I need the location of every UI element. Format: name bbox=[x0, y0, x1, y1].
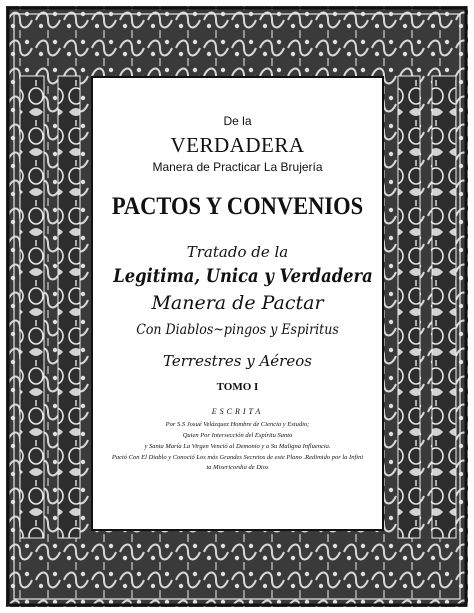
credit-line-5: ta Misericordia de Dios bbox=[206, 464, 269, 471]
credit-line-2: Quien Por Intersección del Espíritu Santo bbox=[182, 432, 293, 439]
main-title: PACTOS Y CONVENIOS bbox=[111, 193, 364, 220]
credit-line-3: y Santa María La Virgen Venció al Demonio y a Su Maligna Influencia. bbox=[144, 443, 331, 450]
subtitle: Manera de Practicar La Brujería bbox=[152, 160, 323, 174]
credit-line-1: Por S.S Josué Velázquez Hombre de Ciencia y Estudio; bbox=[165, 421, 310, 428]
escrita-label: ESCRITA bbox=[211, 407, 264, 416]
credit-line-4: Pactó Con El Diablo y Conoció Los más Grandes Secretos de este Plano .Redimido por la Infini bbox=[111, 454, 364, 461]
tratado-line: Tratado de la bbox=[186, 243, 289, 261]
con-diablos-line: Con Diablos~pingos y Espiritus bbox=[136, 322, 339, 338]
heading-de-la: De la bbox=[223, 114, 252, 128]
terrestres-line: Terrestres y Aéreos bbox=[163, 352, 312, 370]
manera-pactar-line: Manera de Pactar bbox=[151, 292, 324, 314]
title-page-panel bbox=[93, 78, 382, 529]
legitima-line: Legitima, Unica y Verdadera bbox=[113, 265, 373, 287]
heading-verdadera: VERDADERA bbox=[170, 133, 305, 157]
volume-label: TOMO I bbox=[216, 381, 259, 393]
